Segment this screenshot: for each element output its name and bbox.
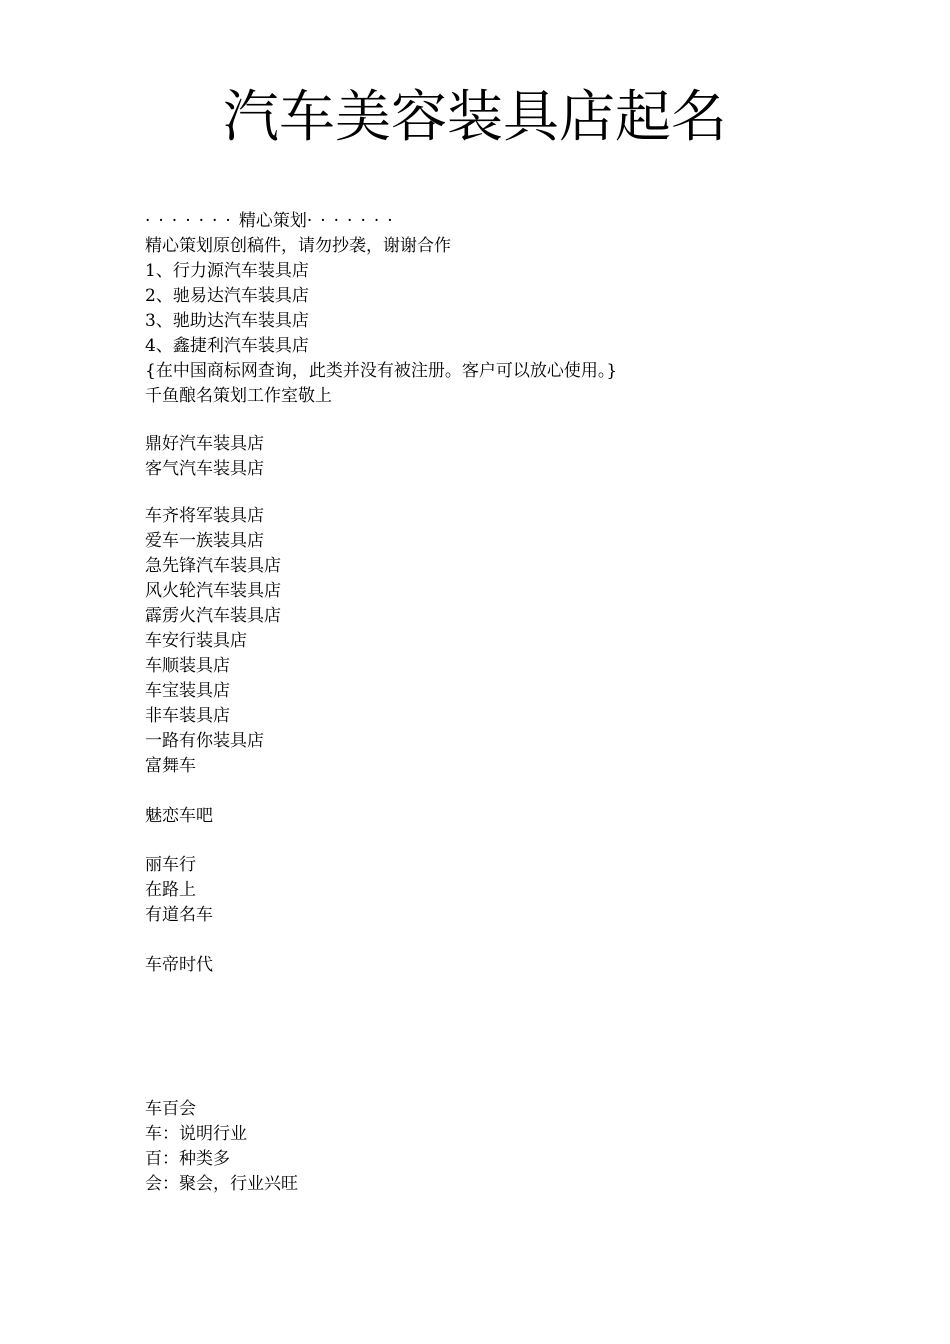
name-item: 魅恋车吧 [145, 806, 213, 826]
name-item: 车安行装具店 [145, 631, 247, 651]
featured-name-1: 1、行力源汽车装具店 [145, 261, 309, 281]
signature: 千鱼酿名策划工作室敬上 [145, 386, 332, 406]
header-dots-left: ······· [145, 211, 239, 231]
featured-name-4: 4、鑫捷利汽车装具店 [145, 336, 309, 356]
name-item: 车宝装具店 [145, 681, 230, 701]
name-item: 富舞车 [145, 756, 196, 776]
header-dots-right: ······· [306, 211, 401, 231]
featured-name-2: 2、驰易达汽车装具店 [145, 286, 309, 306]
page-title: 汽车美容装具店起名 [223, 85, 727, 150]
name-item: 在路上 [145, 880, 196, 900]
name-item: 爱车一族装具店 [145, 531, 264, 551]
explanation-line: 会：聚会，行业兴旺 [145, 1174, 298, 1194]
header-label: 精心策划 [238, 211, 307, 231]
name-item: 鼎好汽车装具店 [145, 434, 264, 454]
trademark-note: {在中国商标网查询，此类并没有被注册。客户可以放心使用。} [145, 361, 618, 381]
name-item: 客气汽车装具店 [145, 459, 264, 479]
name-item: 霹雳火汽车装具店 [145, 606, 281, 626]
name-item: 车帝时代 [145, 955, 213, 975]
featured-name-3: 3、驰助达汽车装具店 [145, 311, 309, 331]
explained-name: 车百会 [145, 1099, 196, 1119]
name-item: 车齐将军装具店 [145, 506, 264, 526]
name-item: 风火轮汽车装具店 [145, 581, 281, 601]
explanation-line: 车：说明行业 [145, 1124, 247, 1144]
intro-line: 精心策划原创稿件，请勿抄袭，谢谢合作 [145, 236, 451, 256]
name-item: 一路有你装具店 [145, 731, 264, 751]
header-decoration-line [145, 209, 401, 234]
name-item: 有道名车 [145, 905, 213, 925]
name-item: 丽车行 [145, 855, 196, 875]
name-item: 车顺装具店 [145, 656, 230, 676]
explanation-line: 百：种类多 [145, 1149, 230, 1169]
name-item: 急先锋汽车装具店 [145, 556, 281, 576]
name-item: 非车装具店 [145, 706, 230, 726]
